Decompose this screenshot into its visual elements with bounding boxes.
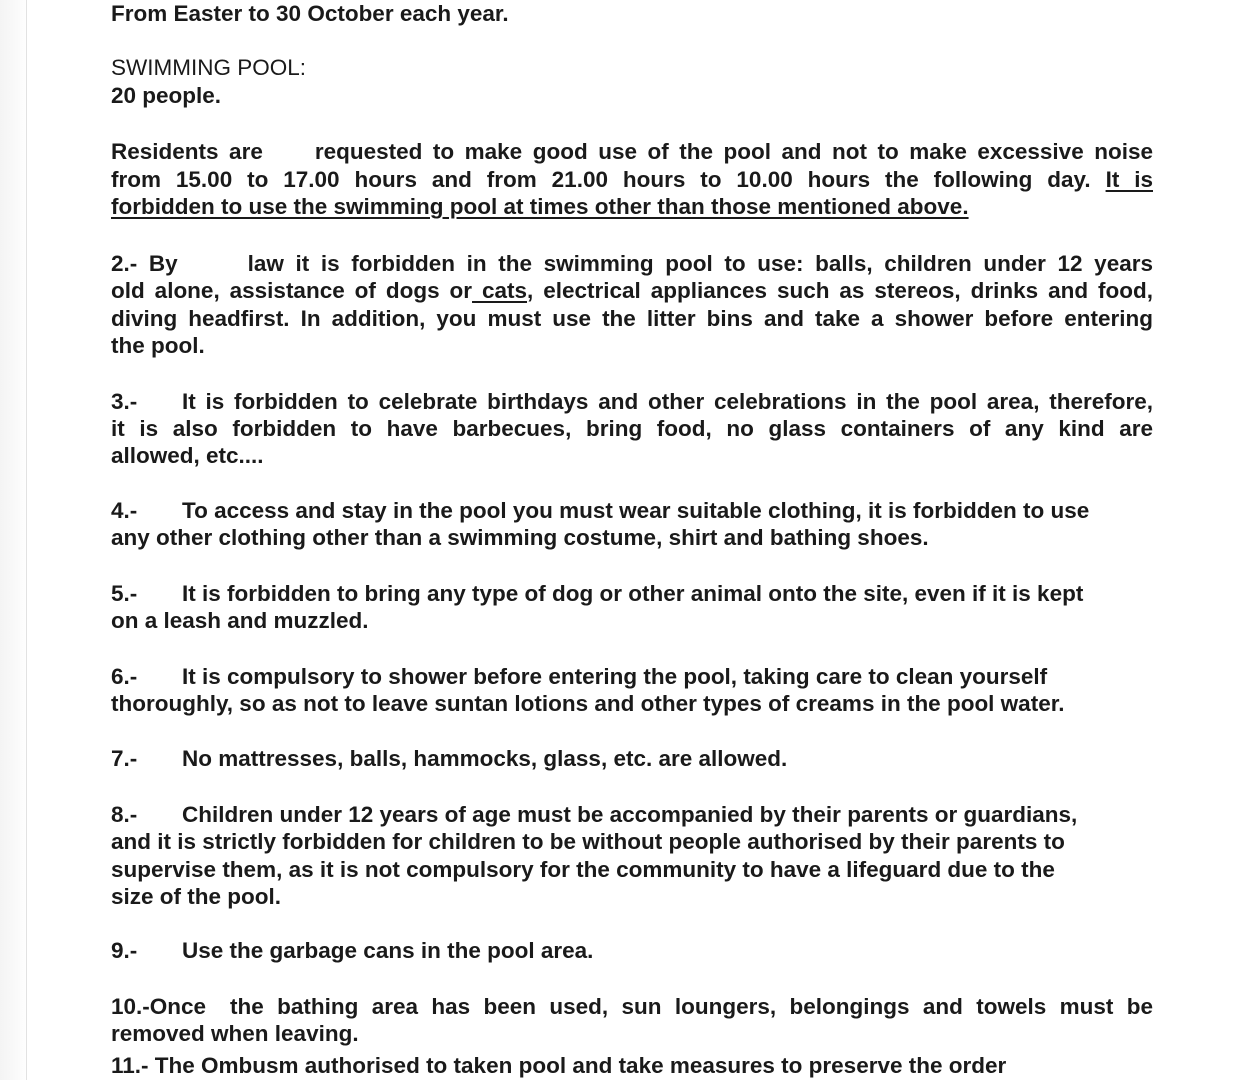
intro-line-2 bbox=[111, 166, 1153, 194]
rule-6-line-1 bbox=[111, 663, 1047, 691]
rule-8-text-1: Children under 12 years of age must be accompanied by their parents or guardians, bbox=[182, 802, 1078, 827]
rule-7-text-1: No mattresses, balls, hammocks, glass, etc. are allowed. bbox=[182, 746, 788, 771]
rule-9-text-1: Use the garbage cans in the pool area. bbox=[182, 938, 594, 963]
rule-8-line-3: supervise them, as it is not compulsory for the community to have a lifeguard due to the bbox=[111, 857, 1055, 882]
rule-4-number: 4.- bbox=[111, 498, 138, 523]
rule-10-line-1 bbox=[111, 993, 1153, 1021]
rule-8-line-2: and it is strictly forbidden for children to be without people authorised by their parents to bbox=[111, 829, 1065, 854]
rule-3-line-1 bbox=[111, 388, 1153, 416]
intro-l2a: from 15.00 to 17.00 hours and from 21.00 hours to 10.00 hours the following day. bbox=[111, 167, 1091, 192]
pool-heading: SWIMMING POOL: bbox=[111, 55, 307, 80]
rule-10-line-2: removed when leaving. bbox=[111, 1021, 359, 1046]
rule-3-line-2: it is also forbidden to have barbecues, bring food, no glass containers of any kind are bbox=[111, 416, 1153, 441]
rule-3-text-1: It is forbidden to celebrate birthdays and other celebrations in the pool area, therefore, bbox=[182, 389, 1153, 414]
rule-5-text-1: It is forbidden to bring any type of dog or other animal onto the site, even if it is kept bbox=[182, 581, 1084, 606]
season-line: From Easter to 30 October each year. bbox=[111, 1, 509, 26]
rule-5-line-2: on a leash and muzzled. bbox=[111, 608, 369, 633]
rule-11-cut-line bbox=[111, 1053, 1153, 1080]
rule-5-line-1 bbox=[111, 580, 1083, 608]
rule-8-line-4: size of the pool. bbox=[111, 884, 282, 909]
rule-2-text-2a: old alone, assistance of dogs or bbox=[111, 278, 473, 303]
scan-edge-line bbox=[26, 0, 27, 1080]
rule-10-text-1: the bathing area has been used, sun loungers, belongings and towels must be bbox=[230, 994, 1153, 1019]
rule-11-text: 11.- The Ombusm authorised to taken pool and take measures to preserve the order bbox=[111, 1053, 1007, 1078]
intro-l2b: It is bbox=[1105, 167, 1153, 192]
pool-capacity: 20 people. bbox=[111, 83, 222, 108]
rule-7-line-1 bbox=[111, 745, 787, 773]
rule-3-line-3: allowed, etc.... bbox=[111, 443, 264, 468]
rule-8-number: 8.- bbox=[111, 802, 138, 827]
rule-6-text-1: It is compulsory to shower before entering the pool, taking care to clean yourself bbox=[182, 664, 1048, 689]
rule-2-line-3: diving headfirst. In addition, you must use the litter bins and take a shower before entering bbox=[111, 306, 1153, 331]
intro-line-1 bbox=[111, 138, 1153, 166]
intro-l1a: Residents are bbox=[111, 139, 263, 164]
rule-9-number: 9.- bbox=[111, 938, 138, 963]
rule-2-line-1 bbox=[111, 250, 1153, 278]
rule-7-number: 7.- bbox=[111, 746, 138, 771]
rule-9-line-1 bbox=[111, 937, 593, 965]
rule-2-text-1: law it is forbidden in the swimming pool to use: balls, children under 12 years bbox=[247, 251, 1153, 276]
scan-edge bbox=[0, 0, 28, 1080]
rule-4-line-2: any other clothing other than a swimming costume, shirt and bathing shoes. bbox=[111, 525, 929, 550]
rule-8-line-1 bbox=[111, 801, 1077, 829]
rule-3-number: 3.- bbox=[111, 389, 138, 414]
rule-2-line-4: the pool. bbox=[111, 333, 205, 358]
rule-2-text-2b: cats bbox=[472, 278, 528, 303]
rule-2-line-2 bbox=[111, 277, 1153, 305]
rule-10-number: 10.-Once bbox=[111, 994, 207, 1019]
rule-6-number: 6.- bbox=[111, 664, 138, 689]
rule-5-number: 5.- bbox=[111, 581, 138, 606]
rule-4-text-1: To access and stay in the pool you must wear suitable clothing, it is forbidden to use bbox=[182, 498, 1090, 523]
intro-line-3: forbidden to use the swimming pool at times other than those mentioned above. bbox=[111, 194, 969, 219]
rule-2-number: 2.- By bbox=[111, 251, 178, 276]
rule-6-line-2: thoroughly, so as not to leave suntan lotions and other types of creams in the pool water. bbox=[111, 691, 1065, 716]
rule-2-text-2c: , electrical appliances such as stereos, drinks and food, bbox=[527, 278, 1153, 303]
intro-l1b: requested to make good use of the pool and not to make excessive noise bbox=[314, 139, 1153, 164]
rule-4-line-1 bbox=[111, 497, 1089, 525]
